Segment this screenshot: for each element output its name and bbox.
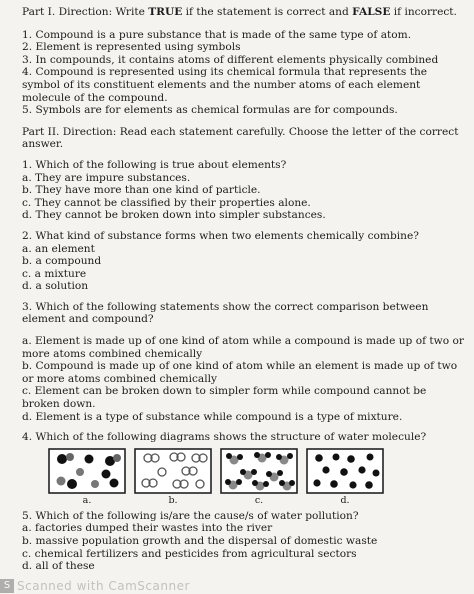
option: a. Element is made up of one kind of atom while a compound is made up of two or more atoms combined chemically xyxy=(22,335,464,360)
camscanner-watermark xyxy=(0,578,190,594)
part2-direction: Part II. Direction: Read each statement carefully. Choose the letter of the correct answer. xyxy=(22,125,459,151)
part1-item: 4. Compound is represented using its chemical formula that represents the symbol of its constituent elements and the number atoms of each element molecule of the compound. xyxy=(22,66,428,104)
question-text: 2. What kind of substance forms when two elements chemically combine? xyxy=(22,229,419,242)
diagram-row xyxy=(44,448,464,506)
camscanner-logo-icon: S xyxy=(0,579,14,593)
option: c. a mixture xyxy=(22,267,87,280)
diagram-a xyxy=(44,448,130,506)
diagram-c xyxy=(216,448,302,506)
question-3 xyxy=(22,301,464,423)
part1-item: 5. Symbols are for elements as chemical formulas are for compounds. xyxy=(22,104,398,117)
diagram-b-image xyxy=(134,448,212,494)
option: c. They cannot be classified by their properties alone. xyxy=(22,196,311,209)
option: a. an element xyxy=(22,242,95,255)
option: c. Element can be broken down to simpler form while compound cannot be broken down. xyxy=(22,385,427,411)
question-text: 1. Which of the following is true about elements? xyxy=(22,158,287,171)
diagram-d-image xyxy=(306,448,384,494)
diagram-c-image xyxy=(220,448,298,494)
question-1 xyxy=(22,159,464,222)
option: d. They cannot be broken down into simpler substances. xyxy=(22,209,326,222)
option: a. factories dumped their wastes into the river xyxy=(22,522,273,535)
false-keyword: FALSE xyxy=(352,6,391,18)
diagram-label: b. xyxy=(168,494,178,506)
option: b. Compound is made up of one kind of atom while an element is made up of two or more atoms combined chemically xyxy=(22,360,458,385)
question-text: 5. Which of the following is/are the cause/s of water pollution? xyxy=(22,509,359,522)
part1-item: 1. Compound is a pure substance that is made of the same type of atom. xyxy=(22,28,412,41)
diagram-label: d. xyxy=(340,494,350,506)
diagram-b xyxy=(130,448,216,506)
diagram-d xyxy=(302,448,388,506)
part1-item: 3. In compounds, it contains atoms of different elements physically combined xyxy=(22,53,439,66)
diagram-a-image xyxy=(48,448,126,494)
option: d. Element is a type of substance while compound is a type of mixture. xyxy=(22,410,403,423)
question-5 xyxy=(22,510,464,573)
option: d. a solution xyxy=(22,280,89,293)
part1-items xyxy=(22,29,464,117)
watermark-text: Scanned with CamScanner xyxy=(17,578,190,593)
question-4 xyxy=(22,431,464,506)
question-text: 3. Which of the following statements show the correct comparison between element and compound? xyxy=(22,300,429,326)
diagram-label: c. xyxy=(254,494,264,506)
option: d. all of these xyxy=(22,560,95,573)
diagram-label: a. xyxy=(82,494,92,506)
true-keyword: TRUE xyxy=(148,6,183,18)
question-2 xyxy=(22,230,464,293)
option: c. chemical fertilizers and pesticides from agricultural sectors xyxy=(22,547,357,560)
option: b. a compound xyxy=(22,255,102,268)
option: b. massive population growth and the dispersal of domestic waste xyxy=(22,535,378,547)
question-text: 4. Which of the following diagrams shows the structure of water molecule? xyxy=(22,431,427,444)
part1-direction: Part I. Direction: Write TRUE if the statement is correct and FALSE if incorrect. xyxy=(22,6,457,18)
option: b. They have more than one kind of particle. xyxy=(22,184,261,197)
part1-item: 2. Element is represented using symbols xyxy=(22,41,241,54)
option: a. They are impure substances. xyxy=(22,171,191,184)
